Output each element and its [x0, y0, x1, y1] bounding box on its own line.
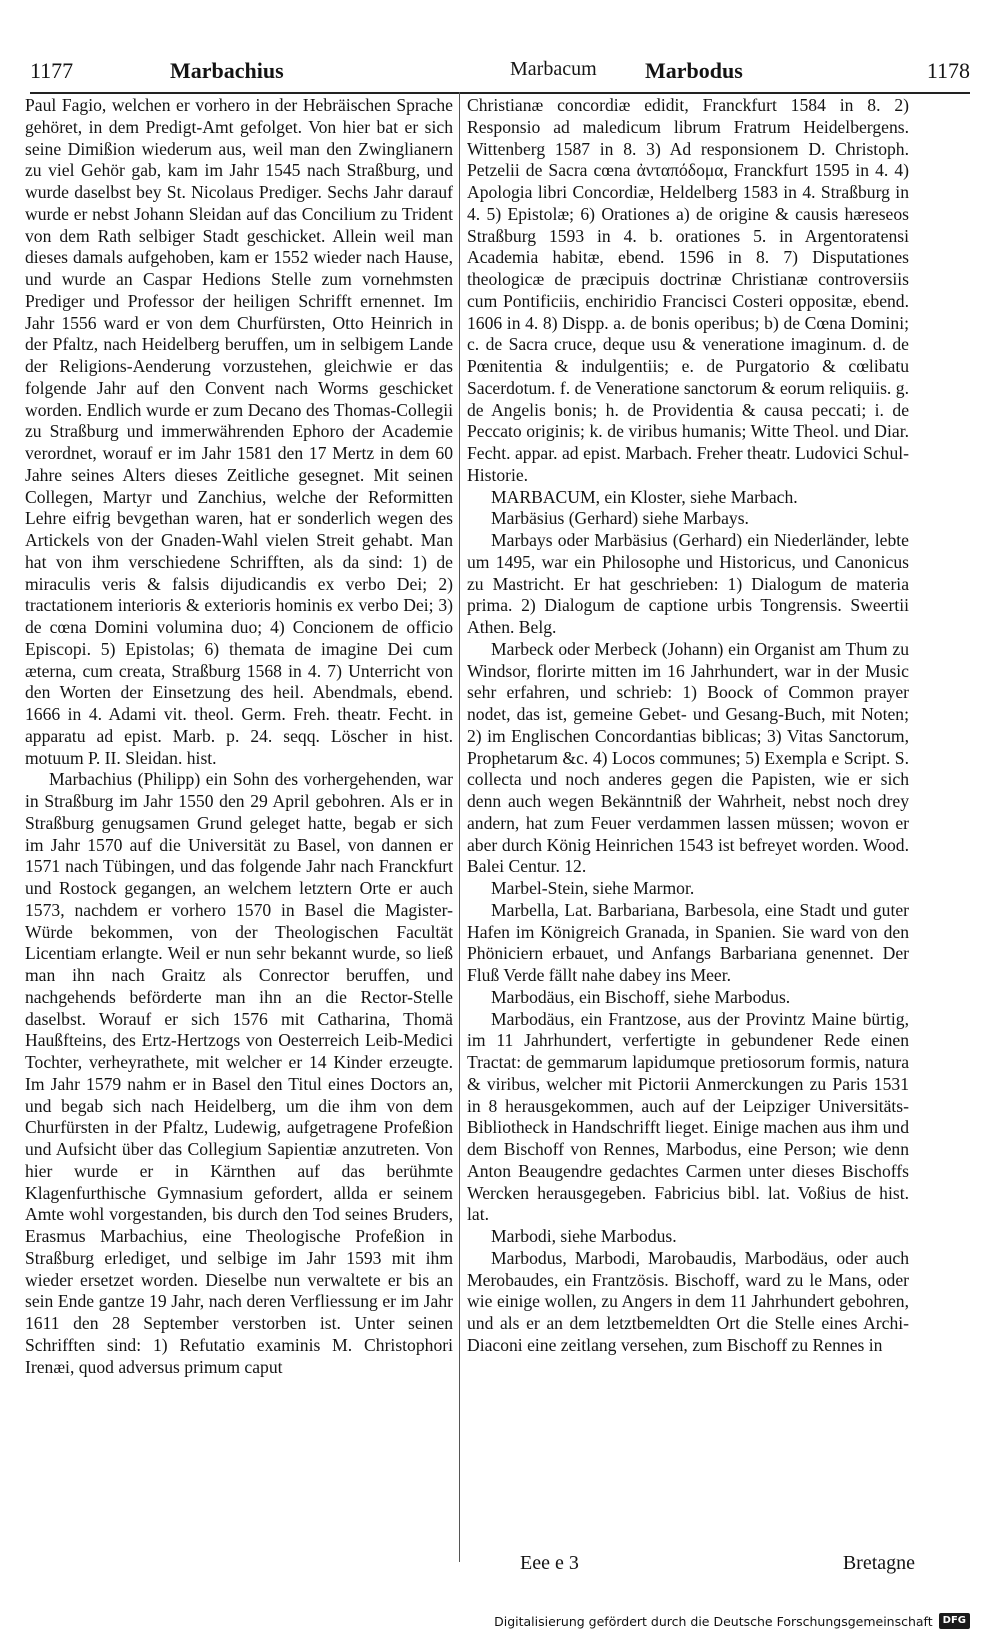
entry-marbacum: MARBACUM, ein Kloster, siehe Marbach. [491, 486, 798, 507]
digitization-footer [494, 1613, 970, 1629]
right-column [467, 95, 909, 1560]
entry-marbachius-philipp: Marbachius (Philipp) ein Sohn des vorhergehenden, war in Straßburg im Jahr 1550 den 29 April gebohren. Als er in Straßburg genugsamen Grund geleget hatte, begab er sich im Jahr 1570 auf die Universität zu Basel, von dannen er 1571 nach Tübingen, und das folgende Jahr nach Franckfurt und Rostock gegangen, an welchem letztern Orte er auch 1573, nachdem er vorhero 1570 in Basel die Magister-Würde bekommen, von der Theologischen Facultät Licentiam erlangte. Weil er nun sehr bekannt wurde, so ließ man ihn nach Graitz als Conrector beruffen, und nachgehends beförderte man ihn an die Rector-Stelle daselbst. Worauf er sich 1576 mit Catharina, Thomä Haußfteins, des Ertz-Hertzogs von Oesterreich Leib-Medici Tochter, verheyrathete, mit welcher er 14 Kinder erzeugte. Im Jahr 1579 nahm er in Basel den Titul eines Doctors an, und begab sich nach Heidelberg, um die ihm von dem Churfürsten in der Pfaltz, Ludewig, aufgetragene Profeßion und Aufsicht über das Collegium Sapientiæ anzutreten. Von hier wurde er in Kärnthen auf das berühmte Klagenfurthische Gymnasium gefordert, allda er seinem Amte wohl vorgestanden, bis durch den Tod seines Bruders, Erasmus Marbachius, eine Theologische Profeßion in Straßburg erlediget, und selbige im Jahr 1593 mit ihm wieder ersetzet worden. Dieselbe nun verwaltete er bis an sein Ende gantze 19 Jahr, nach deren Verfliessung er im Jahr 1611 den 28 September verstorben ist. Unter seinen Schrifften sind: 1) Refutatio examinis M. Christophori Irenæi, quod adversus primum caput [25, 769, 453, 1377]
header-rule [30, 92, 970, 94]
running-header [30, 52, 970, 92]
entry-marbachius-continued: Paul Fagio, welchen er vorhero in der Hebräischen Sprache gehöret, in dem Predigt-Amt gefolget. Von hier bat er sich seine Dimißion wiederum aus, weil man den Zwinglianern zu viel Gehör gab, kam im Jahr 1545 nach Straßburg, und wurde daselbst bey St. Nicolaus Prediger. Sechs Jahr darauf wurde er nebst Johann Sleidan auf das Concilium zu Trident von dem Rath selbiger Stadt geschicket. Allein weil man dieses damals aufgehoben, kam er 1552 wieder nach Hause, und wurde an Caspar Hedions Stelle zum vornehmsten Prediger und Professor der heiligen Schrifft ernennet. Im Jahr 1556 ward er von dem Churfürsten, Otto Heinrich in der Pfaltz, nach Heidelberg beruffen, um in selbigem Lande der Religions-Aenderung vorzustehen, gleichwie er das folgende Jahr auf den Convent nach Worms geschicket worden. Endlich wurde er zum Decano des Thomas-Collegii zu Straßburg und immerwährenden Ephoro der Academie verordnet, worauf er im Jahr 1581 den 17 Mertz in dem 60 Jahre seines Alters dieses Zeitliche gesegnet. Mit seinen Collegen, Martyr und Zanchius, welche der Reformitten Lehre eifrig bevgethan waren, hat er sonderlich wegen des Artickels von der Gnaden-Wahl vielen Streit gehabt. Man hat von ihm verschiedene Schrifften, als da sind: 1) de miraculis veris & falsis dijudicandis ex verbo Dei; 2) tractationem interioris & exterioris hominis ex verbo Dei; 3) de cœna Domini volumina duo; 4) Concionem de officio Episcopi. 5) Epistolas; 6) themata de imagine Dei cum æterna, cum creata, Straßburg 1568 in 4. 7) Unterricht von den Worten der Einsetzung des heil. Abendmals, ebend. 1666 in 4. Adami vit. theol. Germ. Freh. theatr. Fecht. in apparatu ad epist. Marb. p. 24. seqq. Löscher in hist. motuum P. II. Sleidan. hist. [25, 95, 453, 768]
entry-marbays: Marbays oder Marbäsius (Gerhard) ein Niederländer, lebte um 1495, war ein Philosophe und Historicus, und Canonicus zu Mastricht. Er hat geschrieben: 1) Dialogum de materia prima. 2) Dialogum de captione urbis Tongrensis. Sweertii Athen. Belg. [467, 530, 909, 637]
column-divider [459, 92, 460, 1562]
entry-marbodus: Marbodus, Marbodi, Marobaudis, Marbodäus, oder auch Merobaudes, ein Frantzösis. Bischoff, ward zu le Mans, oder wie einige wollen, zu Angers in dem 11 Jahrhundert gebohren, und als er an dem letztbemeldten Ort die Stelle eines Archi-Diaconi eine zeitlang versehen, zum Bischoff zu Rennes in [467, 1247, 909, 1355]
entry-marbeck: Marbeck oder Merbeck (Johann) ein Organist am Thum zu Windsor, florirte mitten im 16 Jahrhundert, war in der Music sehr erfahren, und schrieb: 1) Boock of Common prayer nodet, das ist, gemeine Gebet- und Gesang-Buch, mit Noten; 2) im Englischen Concordantias biblicas; 3) Vitas Sanctorum, Prophetarum &c. 4) Locos communes; 5) Exempla e Script. S. collecta und noch anderes gegen die Papisten, wie er sich denn auch wegen Bekänntniß der Wahrheit, nebst noch drey andern, hat zum Feuer verdammen lassen müssen; wovon er aber durch König Heinrichen 1543 ist befreyet worden. Wood. Balei Centur. 12. [467, 638, 909, 877]
entry-marbodaus: Marbodäus, ein Frantzose, aus der Provintz Maine bürtig, im 11 Jahrhundert, verfertigte in gebundener Rede einen Tractat: de gemmarum lapidumque pretiosorum formis, natura & viribus, welcher mit Pictorii Anmerckungen zu Paris 1531 in 8 herausgekommen, auch auf der Leipziger Universitäts-Bibliotheck in Handschrifft lieget. Einige machen aus ihm und dem Bischoff von Rennes, Marbodus, eine Person; wie denn Anton Beaugendre gedachtes Carmen unter dieses Bischoffs Wercken herausgegeben. Fabricius bibl. lat. Voßius de hist. lat. [467, 1008, 909, 1225]
entry-marbasius: Marbäsius (Gerhard) siehe Marbays. [491, 508, 749, 529]
left-column [25, 95, 453, 1560]
page-number-left: 1177 [30, 58, 74, 83]
entry-continued: Christianæ concordiæ edidit, Franckfurt 1584 in 8. 2) Responsio ad maledicum librum Fratrum Heidelbergens. Wittenberg 1587 in 8. 3) Ad responsionem D. Christoph. Petzelii de Sacra cœna ἀνταπόδομα, Franckfurt 1595 in 4. 4) Apologia libri Concordiæ, Heldelberg 1583 in 4. Straßburg in 4. 5) Epistolæ; 6) Orationes a) de origine & causis hæreseos Straßburg 1593 in 4. b. orationes 5. in Argentoratensi Academia habitæ, ebend. 1596 in 8. 7) Disputationes theologicæ de præcipuis doctrinæ Christianæ controversiis cum Pontificiis, enchiridio Francisci Costeri oppositæ, ebend. 1606 in 4. 8) Dispp. a. de bonis operibus; b) de Cœna Domini; c. de Sacra cruce, deque usu & veneratione imaginum. d. de Pœnitentia & indulgentiis; e. de Purgatorio & cœlibatu Sacerdotum. f. de Veneratione sanctorum & eorum reliquiis. g. de Angelis bonis; h. de Providentia & causa peccati; i. de Peccato originis; k. de viribus humanis; Witte Theol. und Diar. Fecht. appar. ad epist. Marbach. Freher theatr. Ludovici Schul-Historie. [467, 95, 909, 485]
signature-mark: Eee e 3 [520, 1552, 579, 1574]
catchword: Bretagne [842, 1552, 915, 1574]
running-head-right-second: Marbodus [645, 58, 743, 83]
entry-marbodaus-ref: Marbodäus, ein Bischoff, siehe Marbodus. [491, 986, 791, 1007]
page-number-right: 1178 [926, 58, 970, 83]
running-head-right-first: Marbacum [510, 58, 597, 80]
entry-marbel-stein: Marbel-Stein, siehe Marmor. [491, 878, 695, 898]
entry-marbella: Marbella, Lat. Barbariana, Barbesola, eine Stadt und guter Hafen im Königreich Granada, in Spanien. Sie ward von den Phöniciern erbauet, und Anfangs Barbariana genennet. Der Fluß Verde fällt nahe dabey ins Meer. [467, 899, 909, 985]
dfg-logo: DFG [939, 1613, 970, 1629]
running-head-left: Marbachius [170, 58, 284, 83]
entry-marbodi: Marbodi, siehe Marbodus. [491, 1226, 677, 1246]
digitization-note: Digitalisierung gefördert durch die Deutsche Forschungsgemeinschaft [494, 1613, 933, 1629]
